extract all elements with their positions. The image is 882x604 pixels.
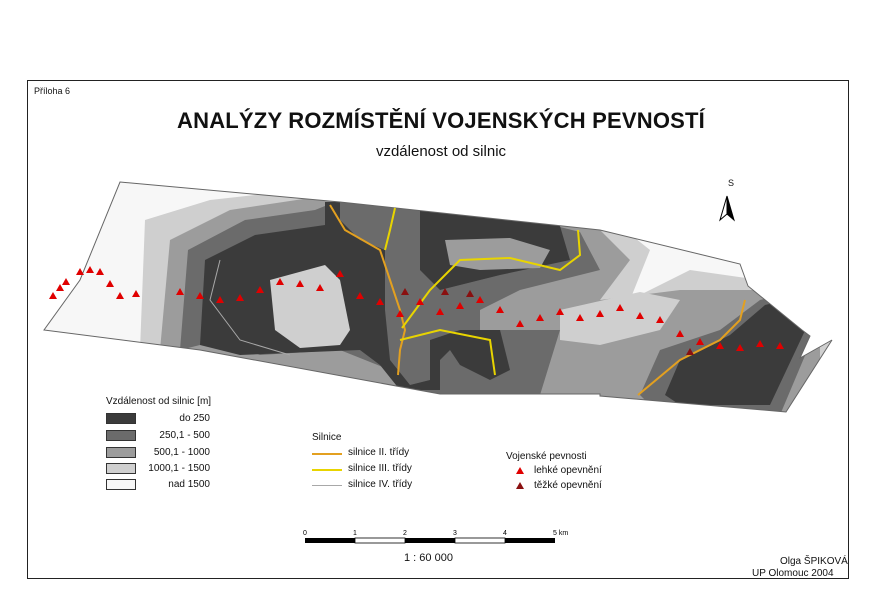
legend-road-class-4-label: silnice IV. třídy [348,479,413,490]
legend-label-class-3: 500,1 - 1000 [153,447,210,458]
legend-fort-light-label: lehké opevnění [534,465,602,476]
legend-fort-light-icon [516,467,524,474]
scale-tick-label: 0 [303,530,307,537]
north-label: S [728,178,735,188]
legend-road-class-2-label: silnice II. třídy [348,447,410,458]
scale-tick-label: 5 km [553,530,569,537]
legend-road-class-3-line [312,469,342,471]
scale-tick-label: 4 [503,530,507,537]
map-subtitle: vzdálenost od silnic [375,143,507,160]
scale-segment [355,538,405,543]
legend-label-class-5: nad 1500 [168,479,210,490]
legend-forts-title: Vojenské pevnosti [506,451,587,462]
scale-segment [405,538,455,543]
legend-roads-title: Silnice [312,432,342,443]
distance-map [40,180,840,430]
legend-distance-title: Vzdálenost od silnic [m] [106,396,212,407]
legend-label-class-1: do 250 [179,413,210,424]
legend-label-class-4: 1000,1 - 1500 [148,463,210,474]
institution: UP Olomouc 2004 [752,568,834,579]
scale-segment [455,538,505,543]
legend-label-class-2: 250,1 - 500 [159,430,210,441]
scale-ratio: 1 : 60 000 [404,552,453,564]
scale-segment [505,538,555,543]
scale-tick-label: 1 [353,530,357,537]
map-title: ANALÝZY ROZMÍSTĚNÍ VOJENSKÝCH PEVNOSTÍ [177,108,705,133]
scale-segment [305,538,355,543]
author: Olga ŠPIKOVÁ [780,556,848,567]
legend-fort-heavy-label: těžké opevnění [534,480,602,491]
scale-tick-label: 3 [453,530,457,537]
legend-fort-heavy-icon [516,482,524,489]
annex-label: Příloha 6 [34,86,71,96]
scale-tick-label: 2 [403,530,407,537]
distance-zones [40,180,840,430]
legend-road-class-3-label: silnice III. třídy [348,463,412,474]
legend-road-class-4-line [312,485,342,486]
legend-road-class-2-line [312,453,342,455]
